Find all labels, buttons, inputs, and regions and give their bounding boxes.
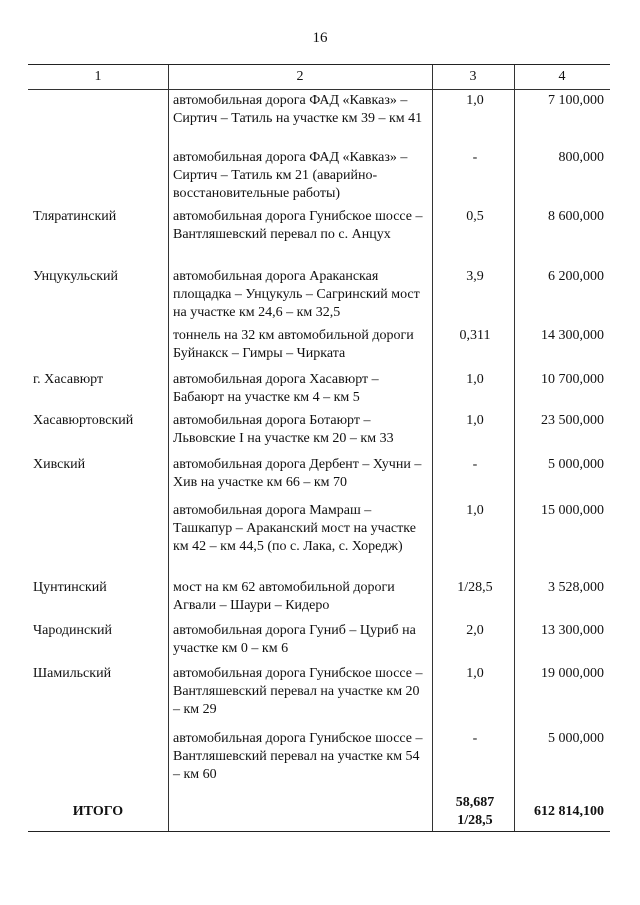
row-amount: 23 500,000	[541, 413, 604, 428]
row-district: г. Хасавюрт	[33, 372, 104, 387]
row-length: 1,0	[466, 93, 484, 108]
total-length-bridge: 1/28,5	[457, 813, 493, 828]
row-amount: 10 700,000	[541, 372, 604, 387]
row-length: 1/28,5	[457, 580, 493, 595]
row-length: 2,0	[466, 623, 484, 638]
column-header-1: 1	[94, 69, 102, 84]
row-amount: 13 300,000	[541, 623, 604, 638]
column-divider	[514, 65, 515, 831]
row-description: автомобильная дорога Ботаюрт – Львовские I на участке км 20 – км 33	[173, 413, 394, 446]
column-header-3: 3	[469, 69, 477, 84]
column-header-2: 2	[296, 69, 304, 84]
header-divider	[28, 89, 610, 90]
row-length: -	[472, 731, 478, 746]
total-length: 58,687	[455, 795, 495, 810]
row-length: 0,311	[459, 328, 491, 343]
row-description: автомобильная дорога Гуниб – Цуриб на участке км 0 – км 6	[173, 623, 416, 656]
row-amount: 3 528,000	[548, 580, 604, 595]
column-divider	[168, 65, 169, 831]
row-district: Чародинский	[33, 623, 113, 638]
row-length: -	[472, 457, 478, 472]
row-amount: 14 300,000	[541, 328, 604, 343]
total-amount: 612 814,100	[534, 804, 604, 819]
row-description: автомобильная дорога Дербент – Хучни – Хив на участке км 66 – км 70	[173, 457, 422, 490]
column-divider	[432, 65, 433, 831]
row-description: автомобильная дорога ФАД «Кавказ» – Сиртич – Татиль км 21 (аварийно-восстановительные работы)	[173, 150, 408, 201]
row-district: Цунтинский	[33, 580, 107, 595]
road-funding-table	[28, 64, 610, 832]
row-district: Хасавюртовский	[33, 413, 134, 428]
row-description: автомобильная дорога Хасавюрт – Бабаюрт на участке км 4 – км 5	[173, 372, 379, 405]
row-description: мост на км 62 автомобильной дороги Агвали – Шаури – Кидеро	[173, 580, 395, 613]
row-description: тоннель на 32 км автомобильной дороги Буйнакск – Гимры – Чирката	[173, 328, 414, 361]
row-amount: 6 200,000	[548, 269, 604, 284]
row-district: Унцукульский	[33, 269, 119, 284]
row-description: автомобильная дорога Араканская площадка – Унцукуль – Сагринский мост на участке км 24,6 – км 32,5	[173, 269, 420, 320]
page-number: 16	[312, 30, 328, 46]
row-length: 1,0	[466, 666, 484, 681]
row-description: автомобильная дорога Мамраш – Ташкапур – Араканский мост на участке км 42 – км 44,5 (по с. Лака, с. Хоредж)	[173, 503, 416, 554]
row-amount: 19 000,000	[541, 666, 604, 681]
row-amount: 7 100,000	[548, 93, 604, 108]
row-district: Тляратинский	[33, 209, 117, 224]
row-length: 3,9	[466, 269, 484, 284]
row-amount: 8 600,000	[548, 209, 604, 224]
total-label: ИТОГО	[72, 804, 124, 819]
row-length: 0,5	[466, 209, 484, 224]
row-length: 1,0	[466, 372, 484, 387]
row-district: Хивский	[33, 457, 86, 472]
row-description: автомобильная дорога Гунибское шоссе – Вантляшевский перевал на участке км 54 – км 60	[173, 731, 423, 782]
row-amount: 15 000,000	[541, 503, 604, 518]
row-amount: 800,000	[558, 150, 604, 165]
row-description: автомобильная дорога Гунибское шоссе – Вантляшевский перевал по с. Анцух	[173, 209, 423, 242]
row-length: -	[472, 150, 478, 165]
row-amount: 5 000,000	[548, 457, 604, 472]
row-length: 1,0	[466, 413, 484, 428]
row-amount: 5 000,000	[548, 731, 604, 746]
row-length: 1,0	[466, 503, 484, 518]
row-description: автомобильная дорога ФАД «Кавказ» – Сиртич – Татиль на участке км 39 – км 41	[173, 93, 423, 126]
row-description: автомобильная дорога Гунибское шоссе – Вантляшевский перевал на участке км 20 – км 29	[173, 666, 423, 717]
row-district: Шамильский	[33, 666, 112, 681]
column-header-4: 4	[558, 69, 566, 84]
